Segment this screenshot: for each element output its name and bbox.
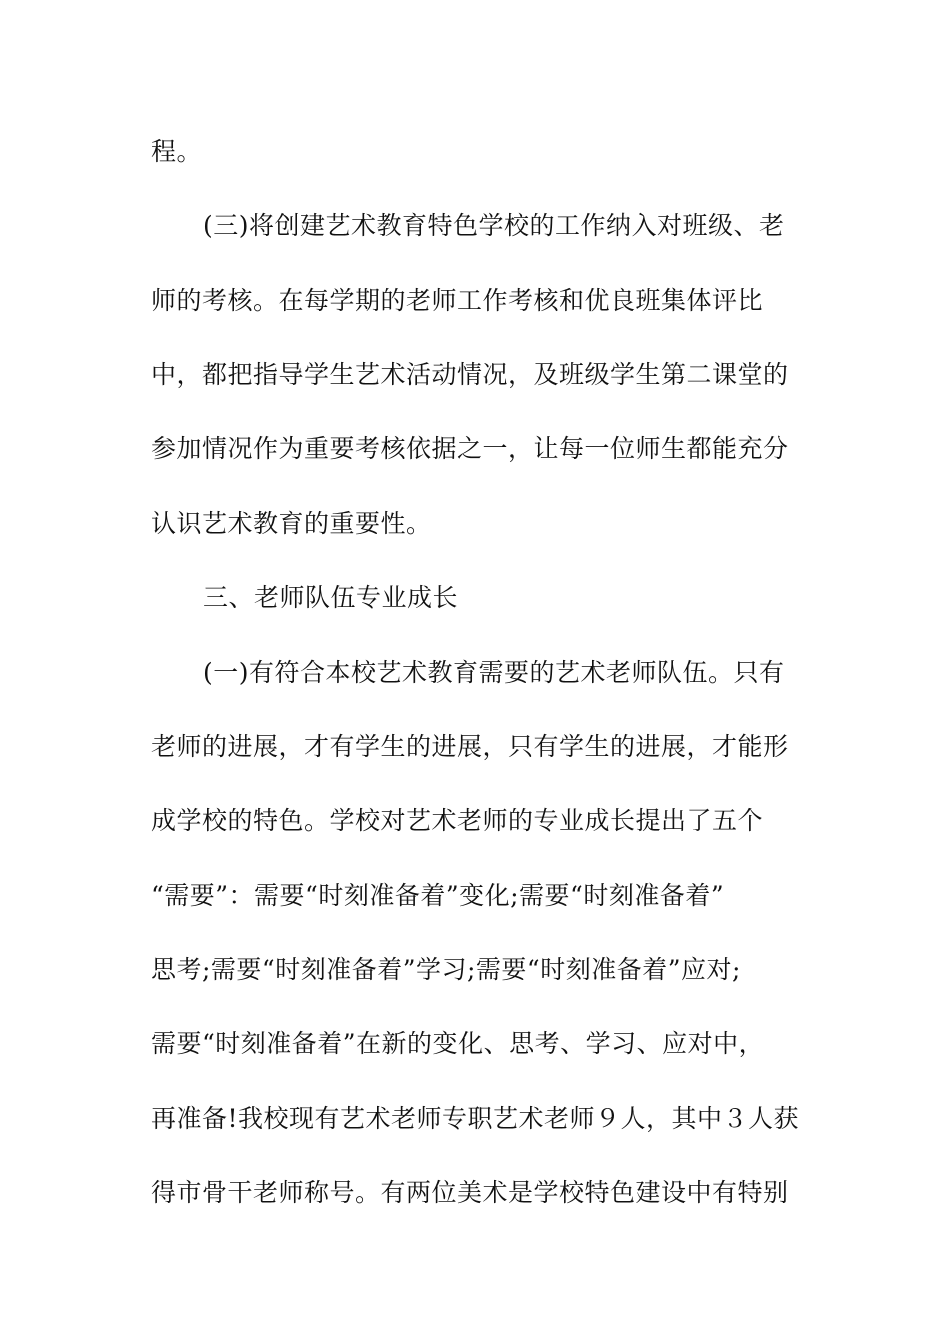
text-line: 师的考核。在每学期的老师工作考核和优良班集体评比 [151, 286, 764, 315]
paragraph-first-line: (三)将创建艺术教育特色学校的工作纳入对班级、老 [203, 211, 785, 240]
text-line: 再准备!我校现有艺术老师专职艺术老师９人，其中３人获 [151, 1104, 800, 1133]
text-line: 中，都把指导学生艺术活动情况，及班级学生第二课堂的 [151, 360, 789, 389]
paragraph-first-line: (一)有符合本校艺术教育需要的艺术老师队伍。只有 [203, 658, 785, 687]
text-line: 需要“时刻准备着”在新的变化、思考、学习、应对中， [151, 1029, 765, 1058]
text-line: “需要”：需要“时刻准备着”变化;需要“时刻准备着” [151, 881, 725, 910]
text-line: 成学校的特色。学校对艺术老师的专业成长提出了五个 [151, 806, 764, 835]
section-heading: 三、老师队伍专业成长 [203, 583, 459, 612]
text-line: 思考;需要“时刻准备着”学习;需要“时刻准备着”应对; [151, 955, 741, 984]
text-line: 参加情况作为重要考核依据之一，让每一位师生都能充分 [151, 434, 789, 463]
text-line: 认识艺术教育的重要性。 [151, 509, 432, 538]
text-line: 得市骨干老师称号。有两位美术是学校特色建设中有特别 [151, 1178, 789, 1207]
text-line: 老师的进展，才有学生的进展，只有学生的进展，才能形 [151, 732, 789, 761]
text-line: 程。 [151, 137, 203, 166]
